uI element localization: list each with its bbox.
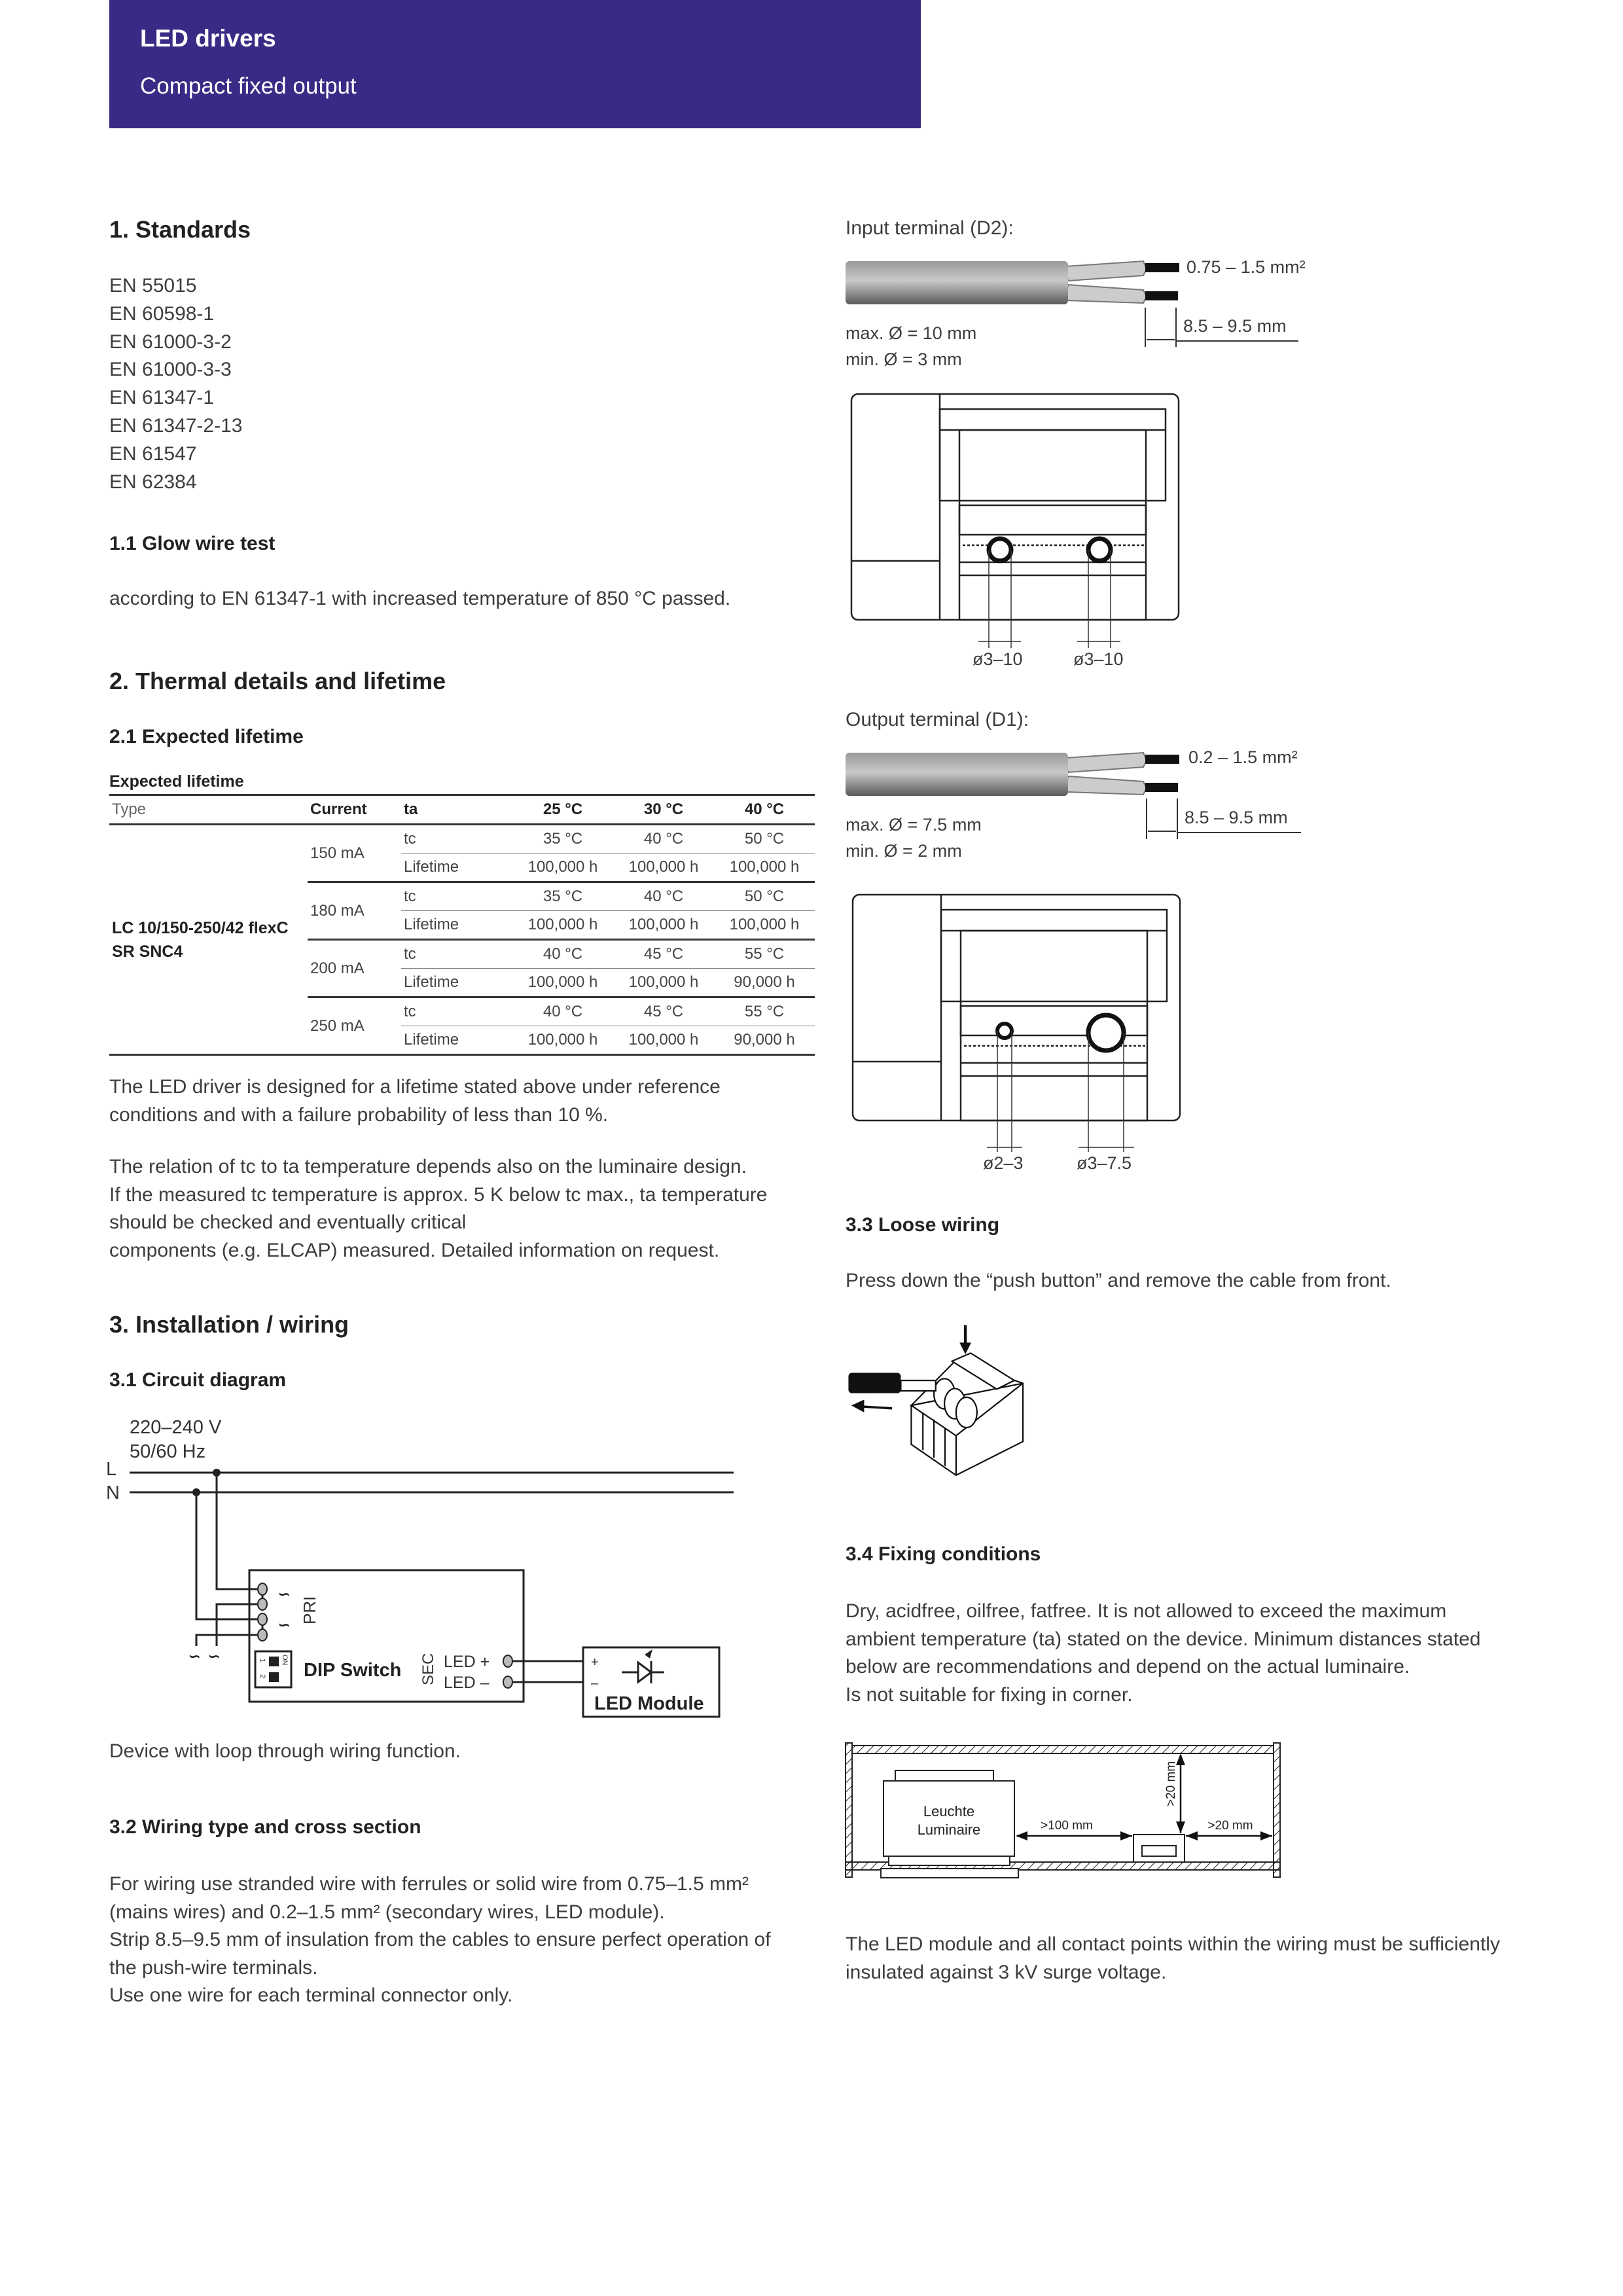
- text-line: Dry, acidfree, oilfree, fatfree. It is not allowed to exceed the maximum: [846, 1600, 1447, 1622]
- output-cross-section: 0.2 – 1.5 mm²: [1188, 747, 1298, 767]
- lifetime-value: 100,000 h: [512, 1026, 613, 1055]
- l-label: L: [106, 1459, 117, 1480]
- distance-100mm: >100 mm: [1041, 1819, 1093, 1833]
- tc-value: 55 °C: [714, 940, 815, 969]
- current-cell: 150 mA: [308, 825, 401, 882]
- standard-item: EN 55015: [109, 275, 197, 296]
- col-current: Current: [308, 795, 401, 825]
- tc-value: 40 °C: [613, 882, 714, 911]
- text-line: conditions and with a failure probability of less than 10 %.: [109, 1103, 609, 1126]
- dip-1-label: 1: [259, 1659, 266, 1663]
- text-line: the push-wire terminals.: [109, 1956, 318, 1979]
- lifetime-value: 100,000 h: [714, 853, 815, 882]
- current-cell: 250 mA: [308, 997, 401, 1055]
- installation-heading: 3. Installation / wiring: [109, 1311, 349, 1338]
- led-minus-label: LED –: [444, 1674, 490, 1692]
- lifetime-value: 100,000 h: [613, 969, 714, 997]
- standard-item: EN 61347-2-13: [109, 414, 243, 437]
- tc-value: 35 °C: [512, 882, 613, 911]
- lifetime-heading: 2.1 Expected lifetime: [109, 726, 304, 747]
- input-cable-icon: [846, 261, 1179, 304]
- lifetime-value: 100,000 h: [512, 853, 613, 882]
- text-line: ambient temperature (ta) stated on the device. Minimum distances stated: [846, 1628, 1481, 1650]
- thermal-heading: 2. Thermal details and lifetime: [109, 668, 446, 694]
- text-line: The LED module and all contact points within the wiring must be sufficiently: [846, 1933, 1500, 1955]
- standard-item: EN 61347-1: [109, 387, 215, 409]
- tc-label: tc: [401, 825, 512, 853]
- distance-20mm-side: >20 mm: [1207, 1819, 1253, 1833]
- output-diameter-2: ø3–7.5: [1077, 1153, 1132, 1173]
- sec-label: SEC: [419, 1653, 437, 1685]
- text-line: The LED driver is designed for a lifetime stated above under reference: [109, 1076, 721, 1098]
- col-30: 30 °C: [613, 795, 714, 825]
- input-terminal-title: Input terminal (D2):: [846, 217, 1014, 239]
- lifetime-value: 100,000 h: [613, 1026, 714, 1055]
- luminaire-label-en: Luminaire: [917, 1821, 981, 1838]
- standard-item: EN 60598-1: [109, 302, 215, 325]
- module-plus-label: +: [591, 1655, 599, 1670]
- circuit-caption: Device with loop through wiring function.: [109, 1740, 461, 1762]
- current-cell: 180 mA: [308, 882, 401, 940]
- lifetime-value: 90,000 h: [714, 1026, 815, 1055]
- input-min-diameter: min. Ø = 3 mm: [846, 350, 962, 369]
- tc-value: 40 °C: [512, 940, 613, 969]
- current-cell: 200 mA: [308, 940, 401, 997]
- text-line: insulated against 3 kV surge voltage.: [846, 1961, 1167, 1983]
- frequency-label: 50/60 Hz: [130, 1441, 206, 1462]
- lifetime-value: 100,000 h: [714, 911, 815, 940]
- input-cross-section: 0.75 – 1.5 mm²: [1186, 257, 1306, 277]
- input-diameter-2: ø3–10: [1073, 649, 1124, 669]
- tc-value: 45 °C: [613, 997, 714, 1026]
- text-line: Use one wire for each terminal connector only.: [109, 1984, 513, 2006]
- tc-value: 50 °C: [714, 825, 815, 853]
- standard-item: EN 61000-3-3: [109, 359, 232, 381]
- loose-wiring-text: Press down the “push button” and remove the cable from front.: [846, 1270, 1391, 1291]
- col-25: 25 °C: [512, 795, 613, 825]
- svg-text:∽: ∽: [278, 1586, 291, 1602]
- text-line: should be checked and eventually critical: [109, 1211, 467, 1233]
- header-subtitle: Compact fixed output: [140, 73, 357, 99]
- standard-item: EN 62384: [109, 471, 197, 493]
- input-diameter-1: ø3–10: [972, 649, 1023, 669]
- standard-item: EN 61000-3-2: [109, 331, 232, 353]
- pull-arrow-icon: [851, 1399, 865, 1412]
- text-line: The relation of tc to ta temperature depends also on the luminaire design.: [109, 1156, 747, 1177]
- tc-value: 40 °C: [512, 997, 613, 1026]
- wiring-heading: 3.2 Wiring type and cross section: [109, 1816, 421, 1838]
- output-diameter-1: ø2–3: [983, 1153, 1024, 1173]
- text-line: Is not suitable for fixing in corner.: [846, 1683, 1133, 1706]
- tc-value: 40 °C: [613, 825, 714, 853]
- standard-item: EN 61547: [109, 442, 197, 465]
- lifetime-label: Lifetime: [401, 853, 512, 882]
- text-line: For wiring use stranded wire with ferrules or solid wire from 0.75–1.5 mm²: [109, 1873, 749, 1895]
- lifetime-label: Lifetime: [401, 1026, 512, 1055]
- glow-wire-text: according to EN 61347-1 with increased temperature of 850 °C passed.: [109, 588, 731, 609]
- text-line: components (e.g. ELCAP) measured. Detailed information on request.: [109, 1239, 720, 1261]
- luminaire-label-de: Leuchte: [923, 1803, 975, 1820]
- type-name: LC 10/150-250/42 flexC: [112, 918, 289, 937]
- tc-value: 35 °C: [512, 825, 613, 853]
- output-max-diameter: max. Ø = 7.5 mm: [846, 815, 982, 834]
- tc-value: 55 °C: [714, 997, 815, 1026]
- dip-switch-label: DIP Switch: [304, 1660, 402, 1681]
- lifetime-label: Lifetime: [401, 911, 512, 940]
- fixing-heading: 3.4 Fixing conditions: [846, 1543, 1041, 1565]
- svg-text:∽: ∽: [188, 1648, 201, 1664]
- input-strip-length: 8.5 – 9.5 mm: [1183, 316, 1287, 336]
- header-title: LED drivers: [140, 25, 276, 52]
- output-strip-length: 8.5 – 9.5 mm: [1185, 808, 1288, 827]
- voltage-label: 220–240 V: [130, 1417, 222, 1438]
- push-terminal-illustration: [846, 1318, 1055, 1507]
- text-line: (mains wires) and 0.2–1.5 mm² (secondary wires, LED module).: [109, 1901, 665, 1923]
- tc-value: 50 °C: [714, 882, 815, 911]
- loose-wiring-heading: 3.3 Loose wiring: [846, 1214, 1000, 1236]
- fixing-distance-diagram: [844, 1738, 1283, 1888]
- n-label: N: [106, 1482, 120, 1503]
- input-max-diameter: max. Ø = 10 mm: [846, 323, 977, 343]
- led-plus-label: LED +: [444, 1653, 490, 1671]
- text-line: below are recommendations and depend on the actual luminaire.: [846, 1656, 1410, 1677]
- screwdriver-icon: [848, 1373, 901, 1393]
- output-cable-icon: [846, 753, 1179, 796]
- col-ta: ta: [401, 795, 512, 825]
- fixing-paragraph: [846, 1598, 1480, 1709]
- tc-label: tc: [401, 997, 512, 1026]
- standards-heading: 1. Standards: [109, 216, 251, 243]
- output-terminal-title: Output terminal (D1):: [846, 709, 1029, 730]
- table-caption: Expected lifetime: [109, 772, 244, 791]
- dip-2-label: 2: [259, 1674, 266, 1679]
- lifetime-label: Lifetime: [401, 969, 512, 997]
- tc-label: tc: [401, 882, 512, 911]
- text-line: If the measured tc temperature is approx. 5 K below tc max., ta temperature: [109, 1183, 768, 1206]
- output-terminal-drawing: [853, 895, 1180, 1121]
- tc-label: tc: [401, 940, 512, 969]
- col-type: Type: [109, 795, 308, 825]
- svg-text:∽: ∽: [208, 1648, 221, 1664]
- glow-wire-heading: 1.1 Glow wire test: [109, 533, 276, 554]
- col-40: 40 °C: [714, 795, 815, 825]
- svg-text:∽: ∽: [278, 1617, 291, 1633]
- insulation-note: [846, 1931, 1500, 1986]
- tc-value: 45 °C: [613, 940, 714, 969]
- lifetime-value: 100,000 h: [512, 969, 613, 997]
- lifetime-value: 100,000 h: [613, 911, 714, 940]
- input-terminal-drawing: [851, 394, 1179, 620]
- type-name: SR SNC4: [112, 942, 183, 961]
- distance-20mm-top: >20 mm: [1164, 1761, 1178, 1806]
- circuit-heading: 3.1 Circuit diagram: [109, 1369, 287, 1391]
- lifetime-value: 100,000 h: [512, 911, 613, 940]
- push-arrow-icon: [959, 1342, 971, 1354]
- led-module-label: LED Module: [594, 1693, 704, 1714]
- module-minus-label: –: [591, 1676, 599, 1691]
- lifetime-value: 100,000 h: [613, 853, 714, 882]
- output-min-diameter: min. Ø = 2 mm: [846, 841, 962, 861]
- text-line: Strip 8.5–9.5 mm of insulation from the cables to ensure perfect operation of: [109, 1929, 771, 1950]
- lifetime-value: 90,000 h: [714, 969, 815, 997]
- dip-on-label: ON: [281, 1655, 289, 1666]
- pri-label: PRI: [300, 1596, 319, 1624]
